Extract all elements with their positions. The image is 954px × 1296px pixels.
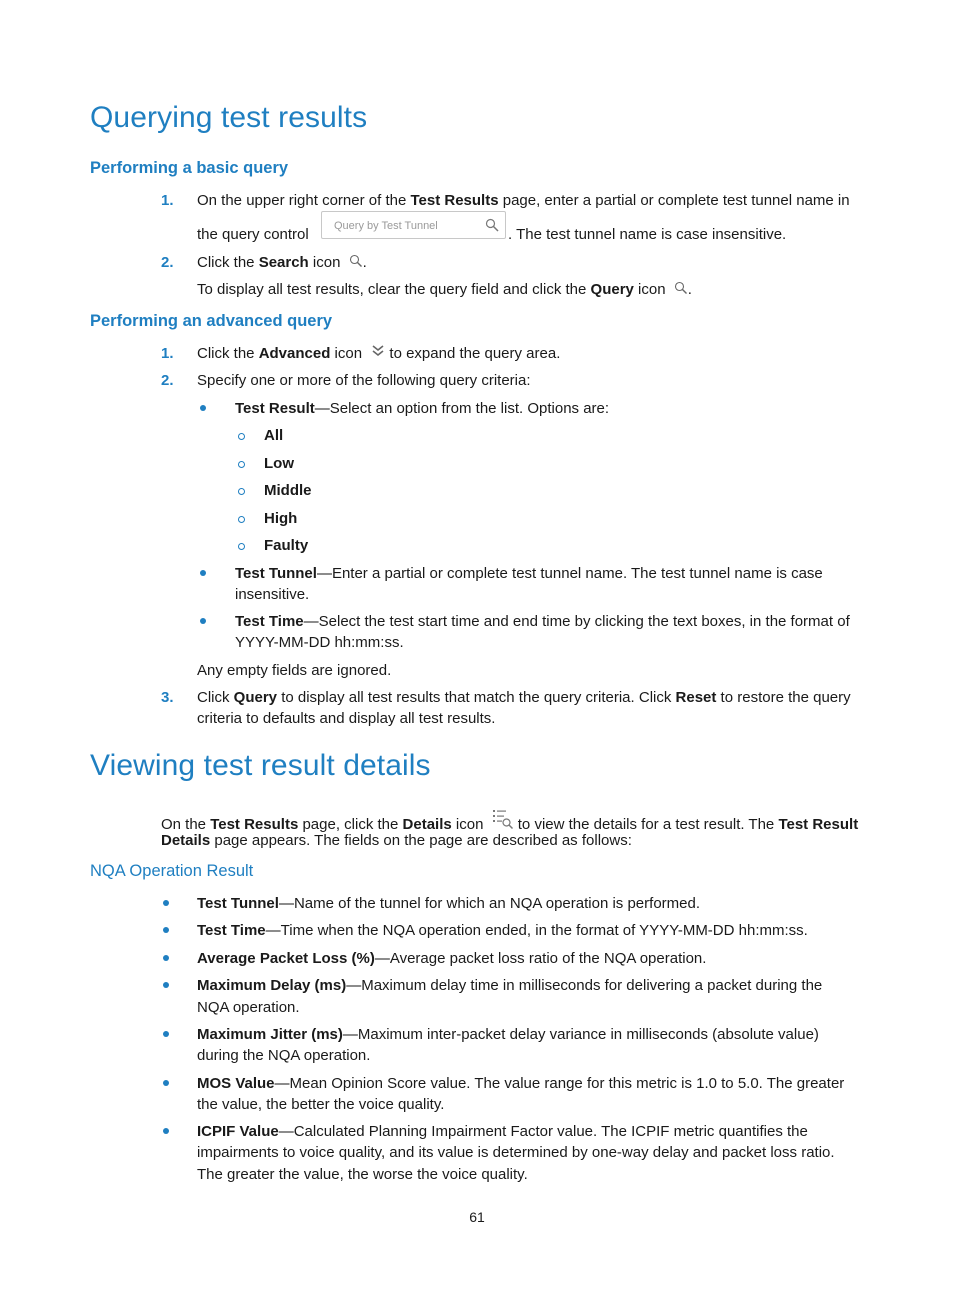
step-text: On the upper right corner of the Test Results page, enter a partial or complete test tunnel name in <box>197 192 850 209</box>
step-note: To display all test results, clear the query field and click the Query icon . <box>197 281 692 298</box>
criterion-text: Test Tunnel—Enter a partial or complete test tunnel name. The test tunnel name is case <box>235 565 823 582</box>
field-description: Test Tunnel—Name of the tunnel for which an NQA operation is performed. <box>197 895 701 912</box>
sub-bullet <box>238 433 245 440</box>
query-control <box>321 211 506 239</box>
field-description: Average Packet Loss (%)—Average packet loss ratio of the NQA operation. <box>197 950 707 967</box>
section-title-viewing: Viewing test result details <box>90 749 431 782</box>
bullet <box>163 1031 169 1037</box>
sub-bullet <box>238 516 245 523</box>
note-text: Any empty fields are ignored. <box>197 662 392 679</box>
bullet <box>163 1128 169 1134</box>
subsection-title-basic-query: Performing a basic query <box>90 159 289 177</box>
bullet <box>200 405 206 411</box>
step-number: 1. <box>161 345 174 362</box>
bullet <box>163 900 169 906</box>
query-placeholder: Query by Test Tunnel <box>334 220 438 232</box>
criterion-text: insensitive. <box>235 586 310 603</box>
bullet <box>163 1080 169 1086</box>
bullet <box>200 570 206 576</box>
search-icon <box>674 281 688 295</box>
option-item: All <box>264 427 284 444</box>
field-description: impairments to voice quality, and its value is determined by one-way delay and packet loss ratio. <box>197 1144 835 1161</box>
step-number: 2. <box>161 372 174 389</box>
step-text: . The test tunnel name is case insensitive. <box>508 226 787 243</box>
field-description: NQA operation. <box>197 999 300 1016</box>
intro-text: On the Test Results page, click the Details icon to view the details for a test result. The Test Result <box>161 808 858 835</box>
page-number: 61 <box>469 1209 485 1225</box>
subsection-title-nqa: NQA Operation Result <box>90 862 254 880</box>
step-number: 3. <box>161 689 174 706</box>
field-description: MOS Value—Mean Opinion Score value. The value range for this metric is 1.0 to 5.0. The greater <box>197 1075 845 1092</box>
option-item: Low <box>264 455 294 472</box>
step-text: Click the Search icon . <box>197 254 367 271</box>
sub-bullet <box>238 488 245 495</box>
field-description: Maximum Jitter (ms)—Maximum inter-packet delay variance in milliseconds (absolute value) <box>197 1026 819 1043</box>
field-description: the value, the better the voice quality. <box>197 1096 445 1113</box>
step-number: 1. <box>161 192 174 209</box>
search-icon <box>485 218 499 232</box>
subsection-title-advanced-query: Performing an advanced query <box>90 312 333 330</box>
bullet <box>163 927 169 933</box>
field-description: during the NQA operation. <box>197 1047 371 1064</box>
step-number: 2. <box>161 254 174 271</box>
criterion-text: Test Time—Select the test start time and end time by clicking the text boxes, in the format of <box>235 613 850 630</box>
chevron-double-down-icon <box>371 344 385 358</box>
intro-text: Details page appears. The fields on the page are described as follows: <box>161 832 632 849</box>
details-icon <box>492 808 514 830</box>
field-description: The greater the value, the worse the voice quality. <box>197 1166 528 1183</box>
bullet <box>163 955 169 961</box>
criterion-text: Test Result—Select an option from the list. Options are: <box>235 400 610 417</box>
option-item: Faulty <box>264 537 309 554</box>
section-title-querying: Querying test results <box>90 101 368 134</box>
step-text: Specify one or more of the following query criteria: <box>197 372 531 389</box>
field-description: Maximum Delay (ms)—Maximum delay time in milliseconds for delivering a packet during the <box>197 977 823 994</box>
search-icon <box>349 254 363 268</box>
step-text: Click Query to display all test results that match the query criteria. Click Reset to restore the query <box>197 689 851 706</box>
step-text: Click the Advanced icon to expand the query area. <box>197 345 561 362</box>
option-item: Middle <box>264 482 312 499</box>
sub-bullet <box>238 461 245 468</box>
sub-bullet <box>238 543 245 550</box>
field-description: Test Time—Time when the NQA operation ended, in the format of YYYY-MM-DD hh:mm:ss. <box>197 922 808 939</box>
option-item: High <box>264 510 298 527</box>
bullet <box>163 982 169 988</box>
bullet <box>200 618 206 624</box>
field-description: ICPIF Value—Calculated Planning Impairment Factor value. The ICPIF metric quantifies the <box>197 1123 808 1140</box>
step-text: the query control <box>197 226 309 243</box>
criterion-text: YYYY-MM-DD hh:mm:ss. <box>235 634 404 651</box>
step-text: criteria to defaults and display all test results. <box>197 710 496 727</box>
